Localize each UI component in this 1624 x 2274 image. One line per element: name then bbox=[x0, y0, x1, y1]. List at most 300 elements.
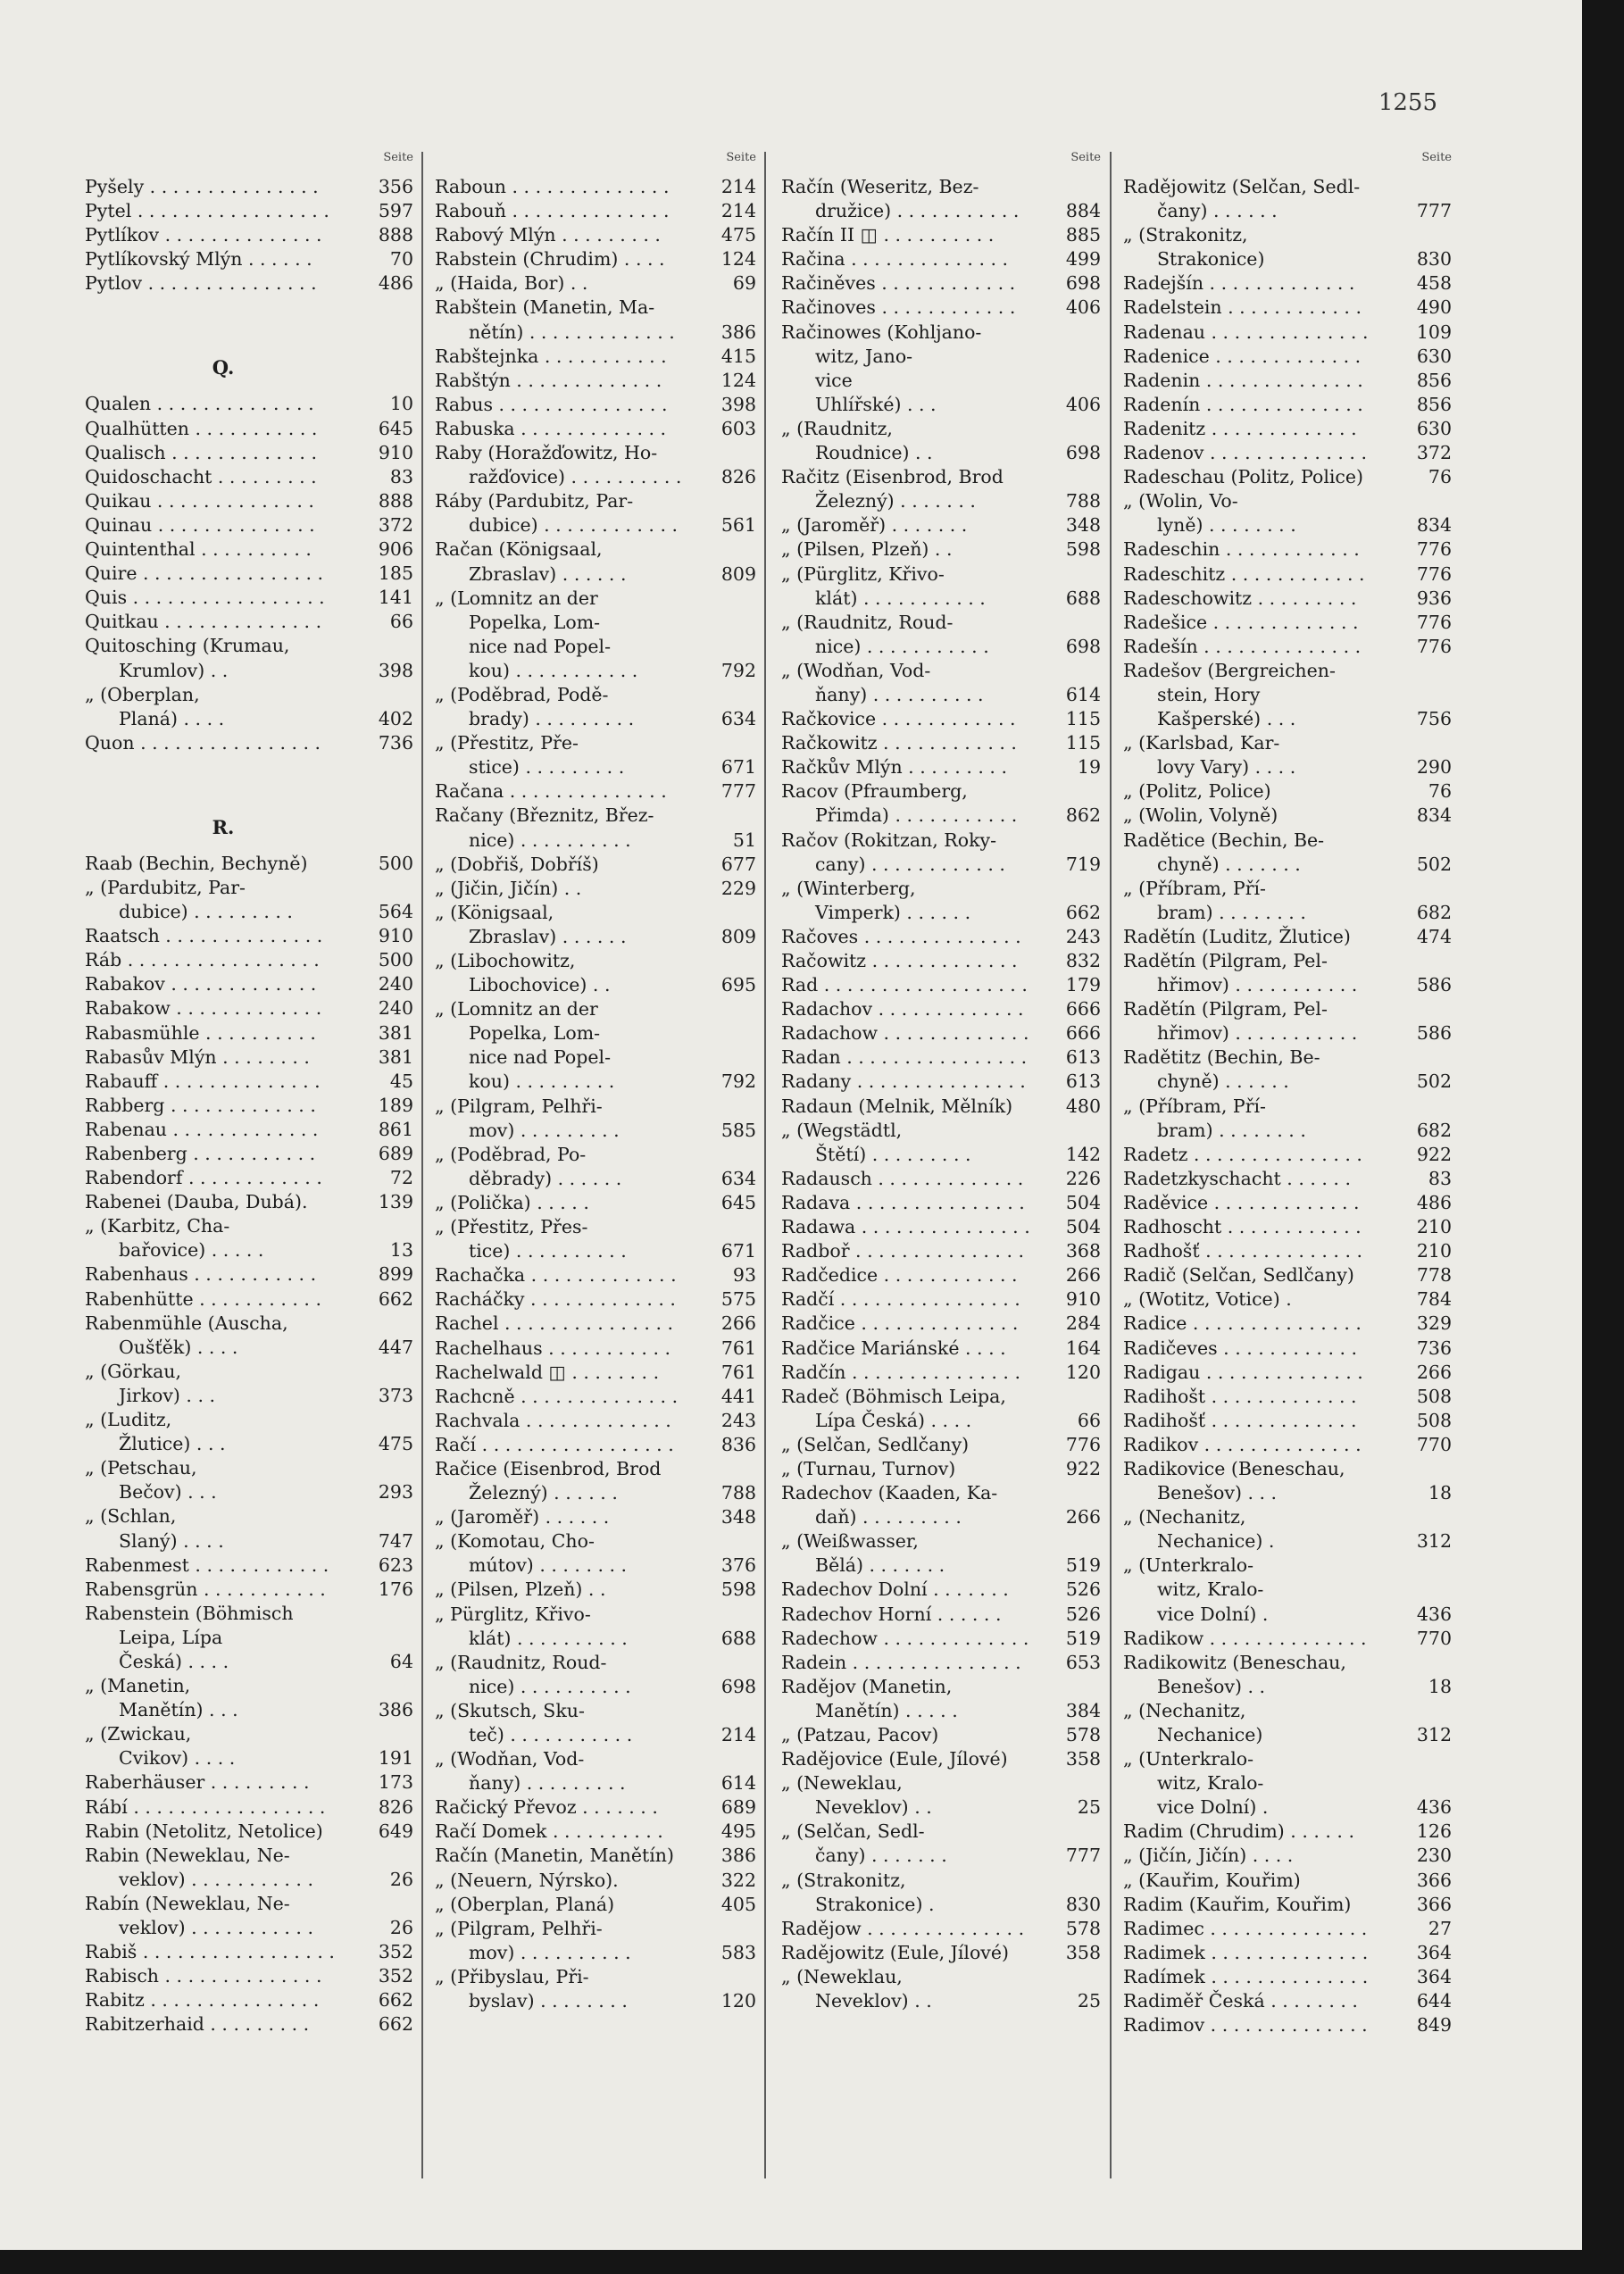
entry-page-number: 386 bbox=[720, 321, 756, 343]
index-entry bbox=[1123, 1651, 1453, 1699]
entry-name-line: Radejšín . . . . . . . . . . . . . bbox=[1123, 272, 1355, 295]
entry-name-line: Radein . . . . . . . . . . . . . . . bbox=[781, 1651, 1021, 1673]
index-entry bbox=[1123, 611, 1453, 635]
entry-page-number: 526 bbox=[1065, 1603, 1101, 1625]
index-entry bbox=[85, 996, 415, 1020]
entry-name-line: Quon . . . . . . . . . . . . . . . . bbox=[85, 731, 321, 754]
index-entry bbox=[85, 1287, 415, 1312]
entry-name-line: Přimda) . . . . . . . . . . . bbox=[815, 804, 1018, 827]
entry-name-line: nice) . . . . . . . . . . . bbox=[815, 635, 989, 657]
entry-name-line: Raboun . . . . . . . . . . . . . . bbox=[435, 176, 670, 197]
entry-page-number: 214 bbox=[720, 1724, 756, 1745]
index-column-1 bbox=[85, 152, 415, 2178]
entry-name-line: Radice . . . . . . . . . . . . . . . bbox=[1123, 1312, 1362, 1335]
index-entry bbox=[1123, 635, 1453, 659]
entry-name-line: Kašperské) . . . bbox=[1157, 708, 1296, 730]
index-entry bbox=[781, 513, 1103, 537]
index-entry bbox=[1123, 2013, 1453, 2037]
index-entry bbox=[435, 997, 758, 1094]
entry-page-number: 19 bbox=[1077, 756, 1101, 779]
index-entry bbox=[435, 1337, 758, 1361]
entry-name-line: Manětín) . . . bbox=[119, 1699, 238, 1721]
entry-page-number: 83 bbox=[1428, 1167, 1452, 1189]
entry-name-line: stein, Hory bbox=[1157, 683, 1261, 705]
entry-name-line: Radaun (Melnik, Mělník) bbox=[781, 1095, 1013, 1117]
index-entry bbox=[85, 465, 415, 489]
entry-page-number: 83 bbox=[389, 465, 413, 487]
entry-page-number: 93 bbox=[732, 1264, 756, 1287]
entry-page-number: 776 bbox=[1416, 538, 1452, 561]
index-entry bbox=[85, 1940, 415, 1964]
entry-name-line: Radausch . . . . . . . . . . . . . bbox=[781, 1167, 1024, 1189]
entry-name-line: „ (Oberplan, Planá) bbox=[435, 1893, 615, 1915]
index-entry bbox=[85, 417, 415, 441]
index-entry bbox=[85, 586, 415, 610]
entry-page-number: 826 bbox=[378, 1795, 413, 1818]
entry-page-number: 671 bbox=[720, 756, 756, 779]
index-entry bbox=[85, 1795, 415, 1820]
entry-name-line: hřimov) . . . . . . . . . . . bbox=[1157, 1022, 1358, 1045]
entry-name-line: „ (Wodňan, Vod- bbox=[435, 1748, 585, 1770]
entry-name-line: witz, Kralo- bbox=[1157, 1578, 1264, 1601]
index-entry bbox=[1123, 223, 1453, 271]
index-entry bbox=[435, 199, 758, 223]
index-entry bbox=[1123, 1337, 1453, 1361]
entry-name-line: „ (Přestitz, Přes- bbox=[435, 1216, 588, 1238]
entry-name-line: „ (Wegstädtl, bbox=[781, 1119, 903, 1141]
index-entry bbox=[85, 223, 415, 247]
entry-page-number: 504 bbox=[1065, 1216, 1101, 1238]
entry-name-line: Radihošt . . . . . . . . . . . . . bbox=[1123, 1385, 1357, 1407]
entry-page-number: 597 bbox=[378, 200, 413, 222]
entry-page-number: 666 bbox=[1065, 998, 1101, 1020]
entry-page-number: 322 bbox=[720, 1869, 756, 1891]
entry-name-line: Quidoschacht . . . . . . . . . bbox=[85, 465, 317, 487]
index-entry bbox=[781, 1481, 1103, 1529]
index-entry bbox=[1123, 1263, 1453, 1287]
entry-name-line: „ (Příbram, Pří- bbox=[1123, 877, 1266, 899]
entry-page-number: 761 bbox=[720, 1361, 756, 1383]
entry-page-number: 458 bbox=[1416, 272, 1452, 295]
index-entry bbox=[1123, 587, 1453, 611]
entry-page-number: 788 bbox=[720, 1482, 756, 1504]
index-entry bbox=[781, 1820, 1103, 1868]
entry-name-line: witz, Kralo- bbox=[1157, 1772, 1264, 1795]
entry-page-number: 634 bbox=[720, 1167, 756, 1189]
entry-name-line: „ (Pilsen, Plzeň) . . bbox=[781, 538, 953, 561]
index-entry bbox=[435, 901, 758, 949]
index-entry bbox=[85, 634, 415, 682]
entry-name-line: Rachvala . . . . . . . . . . . . . bbox=[435, 1409, 671, 1431]
entry-page-number: 124 bbox=[720, 369, 756, 391]
index-entry bbox=[85, 683, 415, 731]
entry-page-number: 66 bbox=[1077, 1409, 1101, 1431]
entry-name-line: Radikov . . . . . . . . . . . . . . bbox=[1123, 1433, 1362, 1455]
entry-page-number: 25 bbox=[1077, 1796, 1101, 1819]
entry-page-number: 583 bbox=[720, 1941, 756, 1963]
index-entry bbox=[1123, 1433, 1453, 1457]
entry-name-line: čany) . . . . . . . bbox=[815, 1845, 947, 1867]
entry-name-line: Rabenmühle (Auscha, bbox=[85, 1312, 288, 1334]
index-entry bbox=[85, 1214, 415, 1262]
entry-name-line: bram) . . . . . . . . bbox=[1157, 901, 1306, 923]
entry-page-number: 856 bbox=[1416, 369, 1452, 391]
entry-name-line: lovy Vary) . . . . bbox=[1157, 756, 1296, 779]
index-entry bbox=[85, 1504, 415, 1553]
entry-page-number: 176 bbox=[378, 1578, 413, 1600]
index-entry bbox=[85, 271, 415, 296]
entry-name-line: mov) . . . . . . . . . . bbox=[469, 1941, 631, 1963]
index-entry bbox=[781, 997, 1103, 1021]
entry-name-line: „ (Strakonitz, bbox=[1123, 224, 1248, 246]
index-entry bbox=[1123, 1747, 1453, 1820]
index-entry bbox=[1123, 271, 1453, 296]
index-entry bbox=[1123, 1917, 1453, 1941]
entry-name-line: nětín) . . . . . . . . . . . . . bbox=[469, 321, 675, 343]
entry-page-number: 834 bbox=[1416, 804, 1452, 827]
index-entry bbox=[781, 1191, 1103, 1215]
entry-page-number: 76 bbox=[1428, 466, 1452, 488]
index-entry bbox=[435, 804, 758, 852]
entry-page-number: 792 bbox=[720, 1070, 756, 1093]
entry-page-number: 500 bbox=[378, 949, 413, 971]
entry-page-number: 832 bbox=[1065, 950, 1101, 971]
index-entry bbox=[1123, 1893, 1453, 1917]
entry-name-line: Radimov . . . . . . . . . . . . . . bbox=[1123, 2014, 1368, 2037]
index-entry bbox=[1123, 537, 1453, 562]
entry-name-line: Radeschau (Politz, Police) bbox=[1123, 466, 1364, 488]
entry-page-number: 862 bbox=[1065, 804, 1101, 827]
entry-name-line: Račinowes (Kohljano- bbox=[781, 321, 982, 343]
entry-page-number: 736 bbox=[378, 731, 413, 754]
index-entry bbox=[435, 1361, 758, 1385]
entry-page-number: 630 bbox=[1416, 417, 1452, 439]
entry-name-line: Radimec . . . . . . . . . . . . . . bbox=[1123, 1917, 1368, 1939]
index-entry bbox=[85, 175, 415, 199]
entry-page-number: 115 bbox=[1065, 732, 1101, 754]
entry-name-line: „ (Unterkralo- bbox=[1123, 1554, 1254, 1577]
entry-page-number: 910 bbox=[378, 441, 413, 463]
index-entry bbox=[781, 659, 1103, 707]
index-entry bbox=[85, 441, 415, 465]
index-entry bbox=[435, 1505, 758, 1529]
index-entry bbox=[781, 1869, 1103, 1917]
entry-name-line: Raděvice . . . . . . . . . . . . . bbox=[1123, 1191, 1360, 1213]
entry-name-line: Radelstein . . . . . . . . . . . . bbox=[1123, 296, 1362, 319]
index-entry bbox=[85, 1820, 415, 1844]
entry-name-line: „ (Schlan, bbox=[85, 1505, 177, 1528]
entry-name-line: Radětín (Pilgram, Pel- bbox=[1123, 950, 1328, 971]
entry-name-line: Radičeves . . . . . . . . . . . . bbox=[1123, 1337, 1358, 1359]
entry-name-line: „ (Zwickau, bbox=[85, 1723, 192, 1745]
column-rule bbox=[421, 152, 423, 2178]
entry-name-line: Rabenberg . . . . . . . . . . . bbox=[85, 1143, 316, 1164]
entry-name-line: „ (Poděbrad, Po- bbox=[435, 1143, 587, 1165]
entry-page-number: 776 bbox=[1416, 611, 1452, 633]
entry-page-number: 922 bbox=[1065, 1457, 1101, 1479]
entry-page-number: 352 bbox=[378, 1965, 413, 1987]
entry-name-line: „ (Jaroměř) . . . . . . . bbox=[781, 514, 968, 537]
entry-name-line: Rachelwald ◫ . . . . . . . . bbox=[435, 1361, 660, 1383]
entry-page-number: 474 bbox=[1416, 925, 1452, 947]
entry-name-line: Rabasův Mlýn . . . . . . . . bbox=[85, 1045, 310, 1068]
entry-name-line: Račiněves . . . . . . . . . . . . bbox=[781, 272, 1016, 295]
entry-name-line: Rabitz . . . . . . . . . . . . . . . bbox=[85, 1989, 320, 2012]
entry-page-number: 329 bbox=[1416, 1312, 1452, 1335]
entry-name-line: Rabín (Neweklau, Ne- bbox=[85, 1892, 290, 1914]
entry-name-line: „ (Polička) . . . . . bbox=[435, 1191, 589, 1213]
entry-name-line: Radenitz . . . . . . . . . . . . . bbox=[1123, 417, 1357, 439]
index-entry bbox=[435, 1699, 758, 1747]
entry-page-number: 792 bbox=[720, 659, 756, 681]
entry-page-number: 502 bbox=[1416, 1070, 1452, 1093]
entry-page-number: 64 bbox=[389, 1650, 413, 1672]
entry-page-number: 415 bbox=[720, 345, 756, 367]
entry-name-line: „ (Přibyslau, Při- bbox=[435, 1965, 589, 1987]
entry-page-number: 356 bbox=[378, 176, 413, 197]
index-column-3 bbox=[781, 152, 1103, 2178]
entry-name-line: Oušťěk) . . . . bbox=[119, 1336, 238, 1358]
index-entry bbox=[781, 296, 1103, 320]
entry-page-number: 682 bbox=[1416, 901, 1452, 923]
index-entry bbox=[1123, 1844, 1453, 1868]
index-entry bbox=[781, 1021, 1103, 1045]
index-entry bbox=[85, 1262, 415, 1287]
entry-name-line: „ (Königsaal, bbox=[435, 901, 554, 923]
entry-name-line: Planá) . . . . bbox=[119, 707, 225, 729]
index-entry bbox=[435, 1747, 758, 1795]
entry-page-number: 266 bbox=[1065, 1264, 1101, 1287]
entry-page-number: 526 bbox=[1065, 1578, 1101, 1601]
entry-name-line: klát) . . . . . . . . . . . bbox=[815, 587, 986, 609]
entry-page-number: 778 bbox=[1416, 1264, 1452, 1287]
entry-page-number: 508 bbox=[1416, 1409, 1452, 1431]
entry-page-number: 214 bbox=[720, 176, 756, 197]
entry-name-line: Rabakov . . . . . . . . . . . . . bbox=[85, 973, 317, 995]
index-entry bbox=[781, 1167, 1103, 1191]
entry-page-number: 266 bbox=[720, 1312, 756, 1335]
seite-header: Seite bbox=[1421, 151, 1452, 164]
entry-name-line: lyně) . . . . . . . . bbox=[1157, 514, 1296, 537]
entry-page-number: 849 bbox=[1416, 2014, 1452, 2037]
column-rule bbox=[1110, 152, 1112, 2178]
entry-page-number: 229 bbox=[720, 877, 756, 899]
index-entry bbox=[781, 1627, 1103, 1651]
index-entry bbox=[781, 321, 1103, 417]
index-entry bbox=[781, 1747, 1103, 1771]
entry-page-number: 922 bbox=[1416, 1143, 1452, 1165]
index-entry bbox=[85, 1722, 415, 1770]
index-entry bbox=[85, 876, 415, 924]
entry-name-line: ražďovice) . . . . . . . . . . bbox=[469, 466, 682, 488]
entry-name-line: Qualisch . . . . . . . . . . . . . bbox=[85, 441, 317, 463]
index-entry bbox=[1123, 1191, 1453, 1215]
entry-page-number: 695 bbox=[720, 974, 756, 996]
entry-page-number: 682 bbox=[1416, 1119, 1452, 1141]
index-entry bbox=[1123, 1239, 1453, 1263]
entry-name-line: Strakonice) . bbox=[815, 1893, 935, 1915]
index-entry bbox=[781, 707, 1103, 731]
entry-page-number: 776 bbox=[1416, 562, 1452, 585]
entry-name-line: „ (Pardubitz, Par- bbox=[85, 876, 246, 898]
entry-page-number: 290 bbox=[1416, 756, 1452, 779]
entry-name-line: Rabenhaus . . . . . . . . . . . bbox=[85, 1263, 317, 1286]
index-entry bbox=[1123, 369, 1453, 393]
section-letter: R. bbox=[212, 815, 235, 838]
entry-name-line: čany) . . . . . . bbox=[1157, 200, 1278, 222]
index-entry bbox=[435, 587, 758, 683]
index-entry bbox=[781, 271, 1103, 296]
entry-page-number: 191 bbox=[378, 1747, 413, 1770]
entry-name-line: vice Dolní) . bbox=[1157, 1796, 1269, 1819]
entry-name-line: Radějovice (Eule, Jílové) bbox=[781, 1748, 1008, 1770]
entry-name-line: „ (Pilsen, Plzeň) . . bbox=[435, 1578, 606, 1601]
section-letter: Q. bbox=[212, 356, 235, 379]
entry-page-number: 69 bbox=[732, 272, 756, 295]
entry-name-line: Radikowitz (Beneschau, bbox=[1123, 1651, 1346, 1673]
entry-page-number: 736 bbox=[1416, 1337, 1452, 1359]
entry-name-line: „ (Manetin, bbox=[85, 1675, 191, 1697]
entry-page-number: 598 bbox=[1065, 538, 1101, 561]
index-entry bbox=[85, 513, 415, 537]
index-entry bbox=[781, 1045, 1103, 1070]
entry-name-line: Rabberg . . . . . . . . . . . . . bbox=[85, 1094, 316, 1116]
entry-name-line: Račice (Eisenbrod, Brod bbox=[435, 1457, 662, 1479]
entry-name-line: Rabuska . . . . . . . . . . . . . bbox=[435, 417, 667, 439]
entry-name-line: Quis . . . . . . . . . . . . . . . . . bbox=[85, 587, 325, 609]
index-entry bbox=[781, 877, 1103, 925]
entry-name-line: Radeschin . . . . . . . . . . . . bbox=[1123, 538, 1360, 561]
entry-name-line: Quinau . . . . . . . . . . . . . . bbox=[85, 513, 315, 536]
entry-page-number: 770 bbox=[1416, 1433, 1452, 1455]
entry-page-number: 677 bbox=[720, 853, 756, 875]
entry-page-number: 662 bbox=[1065, 901, 1101, 923]
entry-name-line: „ (Poděbrad, Podě- bbox=[435, 683, 609, 705]
entry-name-line: Benešov) . . bbox=[1157, 1675, 1266, 1697]
entry-name-line: „ (Wodňan, Vod- bbox=[781, 659, 931, 681]
index-entry bbox=[435, 1312, 758, 1336]
entry-page-number: 623 bbox=[378, 1553, 413, 1576]
entry-name-line: Štětí) . . . . . . . . . bbox=[815, 1143, 971, 1165]
index-entry bbox=[435, 1651, 758, 1699]
index-entry bbox=[781, 949, 1103, 973]
entry-page-number: 500 bbox=[378, 852, 413, 874]
entry-page-number: 406 bbox=[1065, 393, 1101, 415]
entry-page-number: 226 bbox=[1065, 1167, 1101, 1189]
entry-name-line: Račický Převoz . . . . . . . bbox=[435, 1796, 658, 1819]
entry-name-line: „ (Příbram, Pří- bbox=[1123, 1095, 1266, 1117]
entry-name-line: Nechanice) . bbox=[1157, 1530, 1275, 1553]
entry-name-line: „ (Karlsbad, Kar- bbox=[1123, 732, 1280, 754]
entry-page-number: 666 bbox=[1065, 1022, 1101, 1045]
entry-name-line: Rad . . . . . . . . . . . . . . . . . . bbox=[781, 974, 1028, 996]
entry-page-number: 475 bbox=[378, 1433, 413, 1455]
index-column-2 bbox=[435, 152, 758, 2178]
entry-name-line: Radan . . . . . . . . . . . . . . . . bbox=[781, 1046, 1028, 1069]
entry-name-line: Račany (Březnitz, Břez- bbox=[435, 804, 654, 827]
entry-name-line: Pytlíkovský Mlýn . . . . . . bbox=[85, 248, 312, 271]
index-entry bbox=[435, 345, 758, 369]
entry-name-line: Česká) . . . . bbox=[119, 1650, 229, 1672]
index-entry bbox=[85, 1312, 415, 1360]
entry-name-line: „ (Wotitz, Votice) . bbox=[1123, 1288, 1292, 1311]
entry-name-line: „ (Raudnitz, bbox=[781, 417, 893, 439]
index-entry bbox=[85, 1190, 415, 1214]
index-entry bbox=[435, 175, 758, 199]
entry-name-line: Radětice (Bechin, Be- bbox=[1123, 829, 1325, 851]
entry-page-number: 809 bbox=[720, 925, 756, 947]
entry-page-number: 402 bbox=[378, 707, 413, 729]
index-entry bbox=[85, 1021, 415, 1045]
index-entry bbox=[85, 489, 415, 513]
entry-name-line: „ (Neweklau, bbox=[781, 1772, 903, 1795]
entry-name-line: „ (Pilgram, Pelhři- bbox=[435, 1917, 603, 1939]
entry-page-number: 564 bbox=[378, 901, 413, 923]
entry-page-number: 662 bbox=[378, 1989, 413, 2012]
entry-name-line: Manětín) . . . . . bbox=[815, 1699, 958, 1721]
entry-name-line: Radboř . . . . . . . . . . . . . . . bbox=[781, 1240, 1025, 1262]
entry-page-number: 861 bbox=[378, 1118, 413, 1140]
index-entry bbox=[1123, 489, 1453, 537]
entry-name-line: Rabenstein (Böhmisch bbox=[85, 1602, 294, 1624]
entry-page-number: 266 bbox=[1416, 1361, 1452, 1383]
index-entry bbox=[1123, 1941, 1453, 1965]
entry-name-line: Raberhäuser . . . . . . . . . bbox=[85, 1771, 310, 1794]
entry-page-number: 243 bbox=[1065, 925, 1101, 947]
index-entry bbox=[781, 755, 1103, 779]
index-entry bbox=[85, 1578, 415, 1602]
entry-page-number: 358 bbox=[1065, 1748, 1101, 1770]
index-entry bbox=[85, 1674, 415, 1722]
entry-page-number: 575 bbox=[720, 1288, 756, 1311]
index-entry bbox=[85, 610, 415, 634]
index-entry bbox=[1123, 1699, 1453, 1747]
index-entry bbox=[435, 417, 758, 441]
index-entry bbox=[781, 1723, 1103, 1747]
index-entry bbox=[435, 1433, 758, 1457]
index-entry bbox=[1123, 949, 1453, 997]
entry-name-line: „ (Görkau, bbox=[85, 1360, 182, 1382]
entry-name-line: Vimperk) . . . . . . bbox=[815, 901, 971, 923]
entry-name-line: Radetzkyschacht . . . . . . bbox=[1123, 1167, 1351, 1189]
index-entry bbox=[1123, 417, 1453, 441]
index-entry bbox=[1123, 345, 1453, 369]
entry-name-line: Radihošť . . . . . . . . . . . . . bbox=[1123, 1409, 1357, 1431]
entry-name-line: Racov (Pfraumberg, bbox=[781, 780, 968, 803]
index-entry bbox=[781, 829, 1103, 877]
entry-page-number: 899 bbox=[378, 1263, 413, 1286]
entry-name-line: Popelka, Lom- bbox=[469, 1022, 601, 1045]
index-entry bbox=[435, 1143, 758, 1191]
entry-name-line: nice nad Popel- bbox=[469, 635, 611, 657]
entry-name-line: veklov) . . . . . . . . . . . bbox=[119, 1868, 313, 1890]
entry-name-line: Zbraslav) . . . . . . bbox=[469, 562, 627, 585]
entry-name-line: „ (Dobřiš, Dobříš) bbox=[435, 853, 599, 875]
entry-name-line: Cvikov) . . . . bbox=[119, 1747, 236, 1770]
index-entry bbox=[781, 465, 1103, 513]
entry-name-line: Quitosching (Krumau, bbox=[85, 635, 290, 657]
index-entry bbox=[435, 1917, 758, 1965]
index-entry bbox=[781, 1239, 1103, 1263]
index-entry bbox=[85, 1844, 415, 1892]
index-entry bbox=[85, 1142, 415, 1166]
entry-page-number: 230 bbox=[1416, 1845, 1452, 1867]
index-entry bbox=[781, 1457, 1103, 1481]
index-entry bbox=[435, 1869, 758, 1893]
index-entry bbox=[435, 853, 758, 877]
entry-page-number: 348 bbox=[1065, 514, 1101, 537]
index-entry bbox=[1123, 877, 1453, 925]
